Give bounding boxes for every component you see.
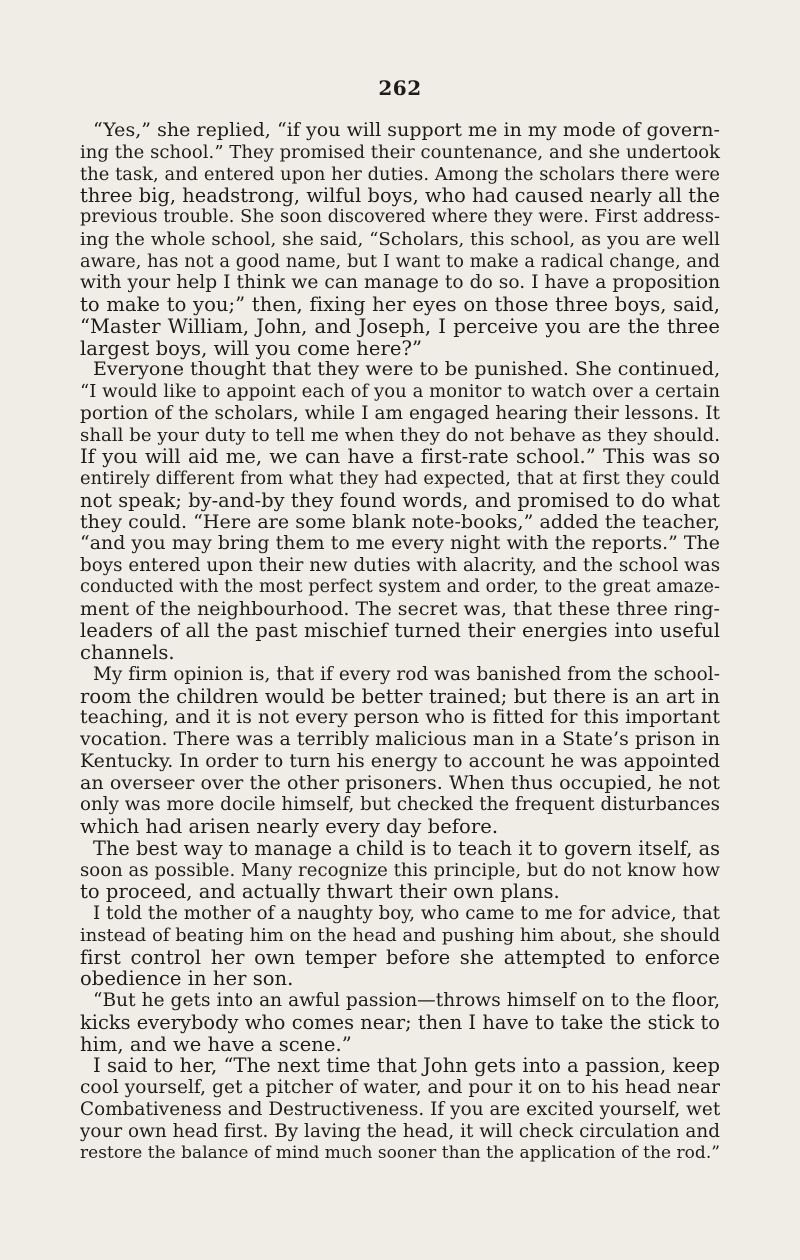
- text-line: they could. “Here are some blank note-books,” added the teacher,: [80, 510, 720, 533]
- text-line: which had arisen nearly every day before.: [80, 815, 499, 838]
- text-line: “and you may bring them to me every night with the reports.” The: [80, 532, 720, 555]
- text-line: previous trouble. She soon discovered where they were. First address-: [80, 207, 720, 227]
- text-line: ing the whole school, she said, “Scholars, this school, as you are well: [80, 228, 720, 250]
- text-line: “Yes,” she replied, “if you will support me in my mode of govern-: [93, 119, 720, 141]
- text-line: “I would like to appoint each of you a monitor to watch over a certain: [80, 381, 720, 402]
- body-text: [80, 120, 720, 1164]
- text-line: vocation. There was a terribly malicious man in a State’s prison in: [80, 728, 721, 750]
- text-line: I told the mother of a naughty boy, who came to me for advice, that: [93, 903, 720, 924]
- text-line: “But he gets into an awful passion—throws himself on to the floor,: [93, 990, 720, 1011]
- text-line: Kentucky. In order to turn his energy to account he was appointed: [80, 749, 720, 772]
- text-line: room the children would be better trained; but there is an art in: [80, 684, 720, 708]
- text-line: boys entered upon their new duties with alacrity, and the school was: [80, 555, 721, 576]
- text-line: an overseer over the other prisoners. When thus occupied, he not: [80, 771, 720, 794]
- page-number: 262: [378, 76, 422, 100]
- text-line: entirely different from what they had expected, that at first they could: [80, 468, 720, 489]
- text-line: Combativeness and Destructiveness. If you are excited yourself, wet: [80, 1098, 721, 1120]
- text-line: channels.: [80, 641, 175, 664]
- text-line: Everyone thought that they were to be punished. She continued,: [93, 358, 721, 381]
- text-line: your own head first. By laving the head, it will check circulation and: [80, 1120, 720, 1142]
- text-line: The best way to manage a child is to teach it to govern itself, as: [93, 836, 721, 860]
- text-line: to proceed, and actually thwart their own plans.: [80, 880, 560, 904]
- text-line: ing the school.” They promised their countenance, and she undertook: [80, 141, 720, 163]
- text-line: cool yourself, get a pitcher of water, and pour it on to his head near: [80, 1077, 720, 1098]
- text-line: I said to her, “The next time that John gets into a passion, keep: [93, 1054, 720, 1078]
- text-line: “Master William, John, and Joseph, I perceive you are the three: [80, 314, 720, 338]
- text-line: leaders of all the past mischief turned their energies into useful: [80, 619, 720, 643]
- text-line: kicks everybody who comes near; then I have to take the stick to: [80, 1010, 720, 1034]
- text-line: If you will aid me, we can have a first-rate school.” This was so: [80, 445, 720, 469]
- text-line: the task, and entered upon her duties. Among the scholars there were: [80, 163, 721, 185]
- text-line: aware, has not a good name, but I want to make a radical change, and: [80, 250, 720, 272]
- text-line: first control her own temper before she attempted to enforce: [80, 945, 720, 969]
- text-line: largest boys, will you come here?”: [80, 336, 422, 360]
- text-line: only was more docile himself, but checked the frequent disturbances: [80, 794, 720, 816]
- text-line: not speak; by-and-by they found words, and promised to do what: [80, 488, 720, 512]
- text-line: portion of the scholars, while I am engaged hearing their lessons. It: [80, 402, 720, 424]
- text-line: soon as possible. Many recognize this principle, but do not know how: [80, 859, 721, 881]
- text-line: instead of beating him on the head and pushing him about, she should: [80, 924, 721, 946]
- text-line: My firm opinion is, that if every rod was banished from the school-: [93, 663, 720, 685]
- text-line: restore the balance of mind much sooner than the application of the rod.”: [80, 1142, 720, 1163]
- text-line: conducted with the most perfect system and order, to the great amaze-: [80, 576, 720, 597]
- text-line: obedience in her son.: [80, 967, 294, 991]
- text-line: teaching, and it is not every person who is fitted for this important: [80, 707, 720, 729]
- text-line: three big, headstrong, wilful boys, who had caused nearly all the: [80, 184, 720, 208]
- text-line: shall be your duty to tell me when they do not behave as they should.: [80, 424, 721, 446]
- text-line: him, and we have a scene.”: [80, 1032, 352, 1056]
- text-line: to make to you;” then, fixing her eyes on those three boys, said,: [80, 293, 720, 316]
- text-line: with your help I think we can manage to do so. I have a proposition: [80, 272, 721, 294]
- text-line: ment of the neighbourhood. The secret was, that these three ring-: [80, 597, 720, 620]
